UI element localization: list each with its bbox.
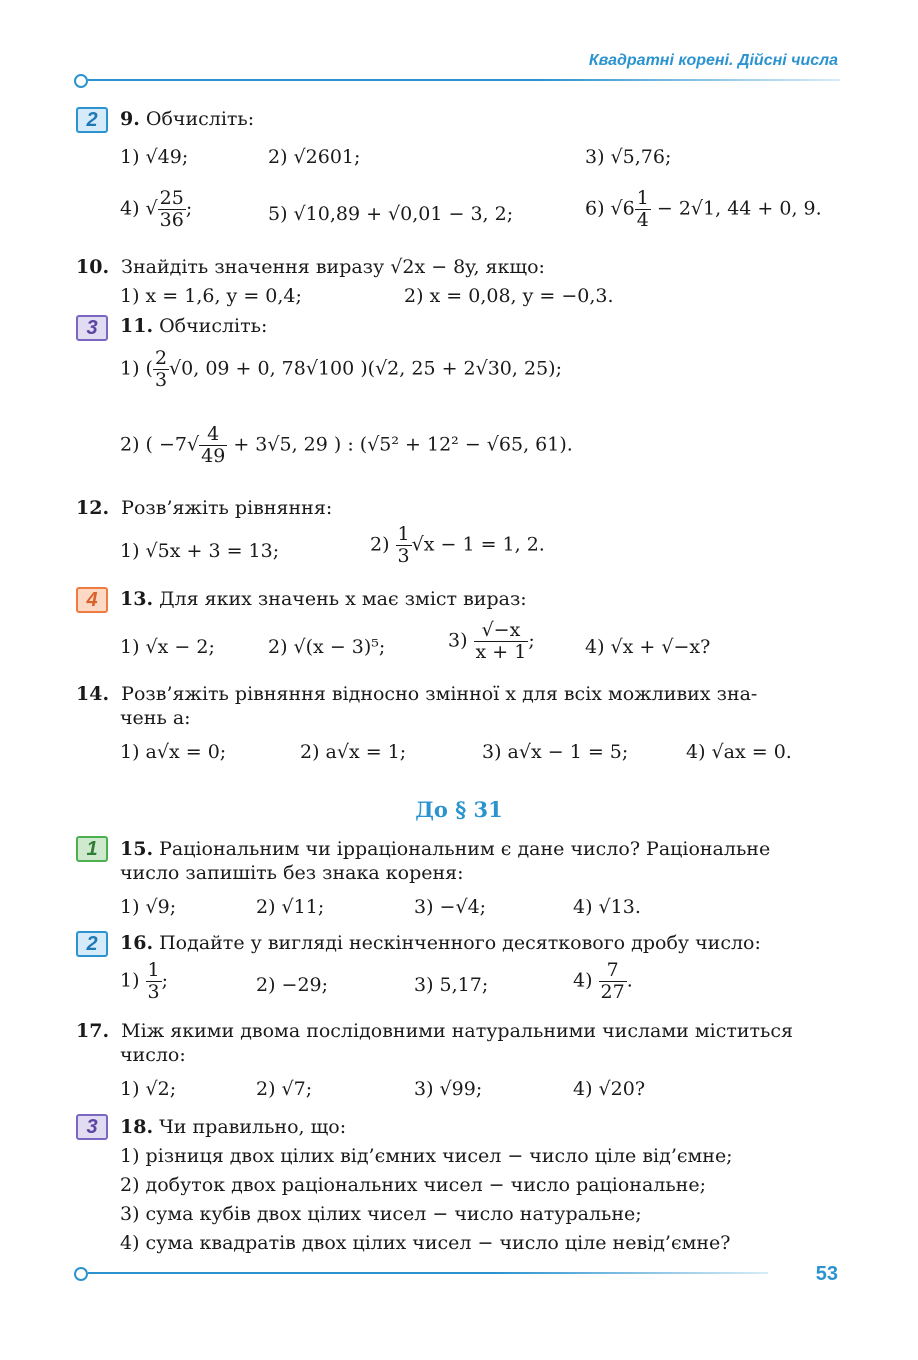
problem-title: Подайте у вигляді нескінченного десяткового дробу число: <box>159 932 761 954</box>
problem-14-heading <box>76 683 757 705</box>
problem-13-heading <box>120 588 527 610</box>
fraction-denominator: 3 <box>154 368 168 391</box>
problem-16-item-1 <box>120 960 168 1003</box>
problem-number: 17. <box>76 1020 110 1042</box>
page-number: 53 <box>815 1263 838 1285</box>
problem-15-heading <box>120 838 770 860</box>
problem-17-item-4: 4) √20? <box>573 1078 646 1100</box>
item-label: 2) <box>370 533 396 556</box>
level-badge-4: 4 <box>76 587 108 613</box>
problem-16-item-2: 2) −29; <box>256 974 329 996</box>
problem-12-item-2 <box>370 524 545 567</box>
problem-17-item-1: 1) √2; <box>120 1078 177 1100</box>
problem-14-item-2: 2) a√x = 1; <box>300 741 407 763</box>
item-tail: . <box>626 969 633 992</box>
problem-title: Обчисліть: <box>159 315 268 337</box>
problem-18-heading <box>120 1116 346 1138</box>
problem-16-item-4 <box>573 960 633 1003</box>
problem-title: Обчисліть: <box>145 108 255 130</box>
problem-14-item-4: 4) √ax = 0. <box>686 741 792 763</box>
problem-17-item-3: 3) √99; <box>414 1078 483 1100</box>
problem-11-item-1 <box>120 348 562 391</box>
level-badge-2: 2 <box>76 931 108 957</box>
fraction-denominator: 27 <box>600 980 625 1003</box>
problem-15-item-1: 1) √9; <box>120 896 177 918</box>
problem-10-heading <box>76 256 545 278</box>
fraction-numerator: 1 <box>636 187 649 209</box>
problem-15-item-3: 3) −√4; <box>414 896 487 918</box>
footer-rule <box>88 1272 768 1274</box>
problem-15-item-4: 4) √13. <box>573 896 641 918</box>
problem-9-item-4: 4) √ $\frac{25}{36}$ ; <box>120 187 193 231</box>
item-tail: ; <box>528 629 535 652</box>
problem-10-item-1: 1) x = 1,6, y = 0,4; <box>120 285 302 307</box>
item-label: 4) <box>120 197 146 220</box>
problem-13-item-1: 1) √x − 2; <box>120 636 215 658</box>
fraction <box>396 524 412 567</box>
problem-number: 9. <box>120 108 140 130</box>
item-label: 6) <box>585 197 611 220</box>
problem-title: Для яких значень x має зміст вираз: <box>159 588 527 610</box>
fraction-numerator: 2 <box>154 347 168 369</box>
problem-9-item-1: 1) √49; <box>120 146 189 168</box>
fraction-denominator: 49 <box>201 444 226 467</box>
item-tail: ; <box>161 969 169 992</box>
problem-14-line-2: чень a: <box>120 707 191 729</box>
problem-title: Знайдіть значення виразу √2x − 8y, якщо: <box>121 256 545 278</box>
fraction-numerator: 1 <box>397 523 410 545</box>
header-rule <box>88 79 840 81</box>
fraction <box>153 348 169 391</box>
problem-number: 18. <box>120 1116 154 1138</box>
problem-9-item-2: 2) √2601; <box>268 146 361 168</box>
fraction-denominator: 36 <box>159 208 184 231</box>
fraction-numerator: 7 <box>599 960 627 982</box>
footer-rule-dot <box>74 1267 88 1281</box>
fraction-denominator: 3 <box>397 544 410 567</box>
problem-13-item-4: 4) √x + √−x? <box>585 636 711 658</box>
running-header: Квадратні корені. Дійсні числа <box>588 52 838 69</box>
problem-13-item-2: 2) √(x − 3)⁵; <box>268 636 386 658</box>
problem-9-item-3: 3) √5,76; <box>585 146 672 168</box>
problem-number: 13. <box>120 588 154 610</box>
problem-number: 14. <box>76 683 110 705</box>
item-label: 2) ( −7 <box>120 433 188 456</box>
fraction <box>158 188 186 231</box>
problem-title: Розв’яжіть рівняння: <box>121 497 333 519</box>
level-badge-3: 3 <box>76 315 108 341</box>
fraction <box>599 960 627 1003</box>
problem-9-item-5: 5) √10,89 + √0,01 − 3, 2; <box>268 203 514 225</box>
problem-16-item-3: 3) 5,17; <box>414 974 489 996</box>
problem-14-item-3: 3) a√x − 1 = 5; <box>482 741 629 763</box>
mixed-whole: 6 <box>622 197 635 220</box>
problem-10-item-2: 2) x = 0,08, y = −0,3. <box>404 285 614 307</box>
problem-17-line-2: число: <box>120 1044 186 1066</box>
item-tail: √x − 1 = 1, 2. <box>411 533 545 556</box>
problem-number: 12. <box>76 497 110 519</box>
item-label: 4) <box>573 969 599 992</box>
fraction-denominator: 3 <box>147 980 160 1003</box>
fraction-numerator: 1 <box>147 959 160 981</box>
problem-13-item-3 <box>448 620 535 663</box>
item-tail: − 2√1, 44 + 0, 9. <box>650 197 822 220</box>
problem-15-line-2: число запишіть без знака кореня: <box>120 862 464 884</box>
problem-title: Розв’яжіть рівняння відносно змінної x для всіх можливих зна- <box>121 683 758 705</box>
item-label: 1) <box>120 969 146 992</box>
problem-number: 15. <box>120 838 154 860</box>
problem-12-item-1: 1) √5x + 3 = 13; <box>120 540 280 562</box>
problem-number: 16. <box>120 932 154 954</box>
problem-11-heading <box>120 315 267 337</box>
problem-11-item-2: 2) ( −7√ $\frac{4}{49}$ + 3√5, 29 ) : (√5² + 12² − √65, 61). <box>120 423 573 467</box>
item-label: 3) <box>448 629 474 652</box>
problem-title: Між якими двома послідовними натуральними числами міститься <box>121 1020 794 1042</box>
fraction-numerator: 25 <box>159 187 184 209</box>
level-badge-1: 1 <box>76 836 108 862</box>
problem-18-item-4: 4) сума квадратів двох цілих чисел − число ціле невід’ємне? <box>120 1232 731 1254</box>
problem-title: Раціональним чи ірраціональним є дане число? Раціональне <box>159 838 771 860</box>
fraction-numerator: √−x <box>474 620 529 642</box>
fraction <box>199 424 227 467</box>
problem-16-heading <box>120 932 761 954</box>
fraction <box>146 960 162 1003</box>
item-tail: √0, 09 + 0, 78√100 )(√2, 25 + 2√30, 25); <box>169 357 562 380</box>
problem-18-item-2: 2) добуток двох раціональних чисел − число раціональне; <box>120 1174 706 1196</box>
item-tail: ; <box>185 197 193 220</box>
problem-number: 11. <box>120 315 154 337</box>
item-label: 1) ( <box>120 357 153 380</box>
level-badge-2: 2 <box>76 107 108 133</box>
fraction-denominator: x + 1 <box>475 640 527 663</box>
problem-18-item-3: 3) сума кубів двох цілих чисел − число натуральне; <box>120 1203 642 1225</box>
problem-9-heading <box>120 108 254 130</box>
problem-number: 10. <box>76 256 110 278</box>
fraction <box>635 188 651 231</box>
problem-title: Чи правильно, що: <box>159 1116 347 1138</box>
section-heading: До § 31 <box>415 797 503 822</box>
problem-18-item-1: 1) різниця двох цілих від’ємних чисел − число ціле від’ємне; <box>120 1145 733 1167</box>
fraction <box>474 620 529 663</box>
header-rule-dot <box>74 74 88 88</box>
fraction-numerator: 4 <box>199 424 227 446</box>
problem-14-item-1: 1) a√x = 0; <box>120 741 227 763</box>
problem-12-heading <box>76 497 332 519</box>
item-tail: + 3√5, 29 ) : (√5² + 12² − √65, 61). <box>227 433 573 456</box>
problem-15-item-2: 2) √11; <box>256 896 325 918</box>
problem-17-item-2: 2) √7; <box>256 1078 313 1100</box>
level-badge-3: 3 <box>76 1114 108 1140</box>
fraction-denominator: 4 <box>636 208 649 231</box>
problem-9-item-6: 6) √6 $\frac{1}{4}$ − 2√1, 44 + 0, 9. <box>585 187 822 231</box>
problem-17-heading <box>76 1020 793 1042</box>
